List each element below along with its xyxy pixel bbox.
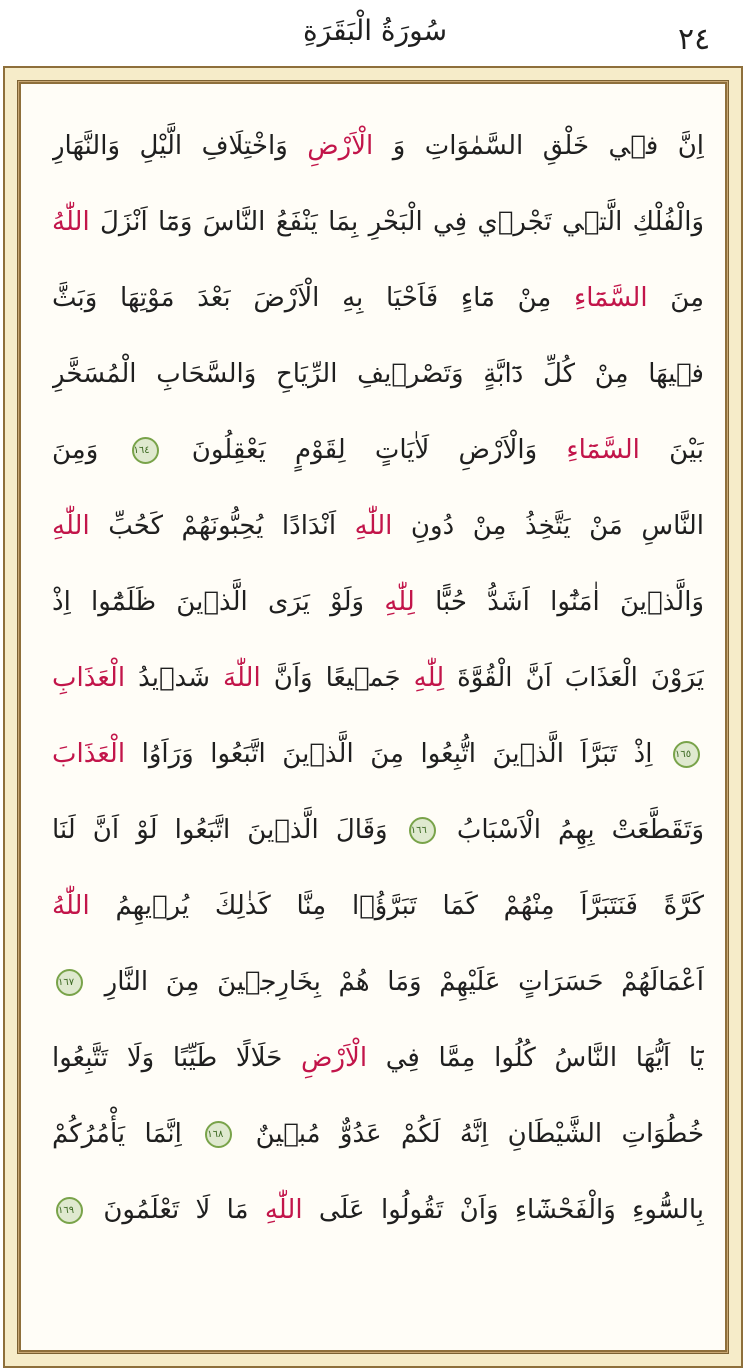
text-line-10	[52, 792, 704, 868]
verse-text: وَالْاَرْضِ لَاٰيَاتٍ لِقَوْمٍ يَعْقِلُونَ	[191, 435, 538, 465]
verse-text: وَالَّذٖينَ اٰمَنُٓوا اَشَدُّ حُبًّا	[435, 587, 704, 617]
verse-text: اَعْمَالَهُمْ حَسَرَاتٍ عَلَيْهِمْ وَمَا هُمْ بِخَارِجٖينَ مِنَ النَّارِ	[104, 967, 704, 997]
highlighted-word: الْاَرْضِ	[301, 1043, 368, 1073]
verse-text: يَرَوْنَ الْعَذَابَ اَنَّ الْقُوَّةَ	[457, 663, 704, 693]
divine-name: اللّٰهِ	[52, 511, 90, 541]
verse-text: وَمِنَ	[52, 435, 99, 465]
quran-text-block	[52, 108, 704, 1342]
highlighted-word: الْعَذَابَ	[52, 739, 126, 769]
highlighted-word: الْاَرْضِ	[307, 131, 374, 161]
verse-text: يَٓا اَيُّهَا النَّاسُ كُلُوا مِمَّا فِي	[385, 1043, 704, 1073]
verse-text: كَرَّةً فَنَتَبَرَّاَ مِنْهُمْ كَمَا تَبَرَّؤُ۫ا مِنَّا كَذٰلِكَ يُرٖيهِمُ	[115, 891, 704, 921]
ayah-number-marker: ١٦٨	[205, 1121, 232, 1148]
text-line-11	[52, 868, 704, 944]
text-line-9	[52, 716, 704, 792]
text-line-12	[52, 944, 704, 1020]
verse-text: جَمٖيعًا وَاَنَّ	[273, 663, 401, 693]
ayah-number-marker: ١٦٦	[409, 817, 436, 844]
verse-text: بِالسُّٓوءِ وَالْفَحْشَٓاءِ وَاَنْ تَقُولُوا عَلَى	[318, 1195, 704, 1225]
divine-name: اللّٰهِ	[264, 1195, 303, 1225]
verse-text: مِنْ مَٓاءٍ فَاَحْيَا بِهِ الْاَرْضَ بَعْدَ مَوْتِهَا وَبَثَّ	[52, 283, 552, 313]
text-line-2	[52, 184, 704, 260]
verse-text: حَلَالًا طَيِّبًا وَلَا تَتَّبِعُوا	[52, 1043, 283, 1073]
text-line-1	[52, 108, 704, 184]
verse-text: بَيْنَ	[669, 435, 704, 465]
verse-text: خُطُوَاتِ الشَّيْطَانِ اِنَّهُ لَكُمْ عَدُوٌّ مُبٖينٌ	[255, 1119, 704, 1149]
verse-text: اِنَّ فٖي خَلْقِ السَّمٰوَاتِ وَ	[392, 131, 704, 161]
verse-text: وَتَقَطَّعَتْ بِهِمُ الْاَسْبَابُ	[456, 815, 704, 845]
text-line-13	[52, 1020, 704, 1096]
verse-text: اِنَّمَا يَأْمُرُكُمْ	[52, 1119, 182, 1149]
page-number: ٢٤	[678, 22, 711, 57]
ayah-number-marker: ١٦٤	[132, 437, 159, 464]
verse-text: اَنْدَادًا يُحِبُّونَهُمْ كَحُبِّ	[108, 511, 337, 541]
text-line-14	[52, 1096, 704, 1172]
verse-text: مَا لَا تَعْلَمُونَ	[103, 1195, 249, 1225]
text-line-7	[52, 564, 704, 640]
surah-title: سُورَةُ الْبَقَرَةِ	[302, 14, 448, 47]
ayah-number-marker: ١٦٥	[673, 741, 700, 768]
verse-text: وَاخْتِلَافِ الَّيْلِ وَالنَّهَارِ	[52, 131, 288, 161]
text-line-3	[52, 260, 704, 336]
verse-text: وَالْفُلْكِ الَّتٖي تَجْرٖي فِي الْبَحْرِ بِمَا يَنْفَعُ النَّاسَ وَمَٓا اَنْزَلَ	[100, 207, 704, 237]
divine-name: لِلّٰهِ	[384, 587, 415, 617]
verse-text: النَّاسِ مَنْ يَتَّخِذُ مِنْ دُونِ	[410, 511, 704, 541]
verse-text: مِنَ	[670, 283, 704, 313]
text-line-15	[52, 1172, 704, 1248]
divine-name: لِلّٰهِ	[413, 663, 445, 693]
text-line-4	[52, 336, 704, 412]
highlighted-word: السَّمَٓاءِ	[566, 435, 640, 465]
text-line-6	[52, 488, 704, 564]
verse-text: فٖيهَا مِنْ كُلِّ دَٓابَّةٍ وَتَصْرٖيفِ الرِّيَاحِ وَالسَّحَابِ الْمُسَخَّرِ	[52, 359, 704, 389]
text-line-8	[52, 640, 704, 716]
highlighted-word: السَّمَٓاءِ	[574, 283, 648, 313]
divine-name: اللّٰهِ	[354, 511, 393, 541]
verse-text: وَلَوْ يَرَى الَّذٖينَ ظَلَمُٓوا اِذْ	[52, 587, 365, 617]
text-line-5	[52, 412, 704, 488]
page-header	[0, 0, 750, 62]
divine-name: اللّٰهُ	[52, 891, 90, 921]
verse-text: وَقَالَ الَّذٖينَ اتَّبَعُوا لَوْ اَنَّ لَنَا	[52, 815, 388, 845]
verse-text: شَدٖيدُ	[138, 663, 210, 693]
ayah-number-marker: ١٦٧	[56, 969, 83, 996]
ayah-number-marker: ١٦٩	[56, 1197, 83, 1224]
verse-text: اِذْ تَبَرَّاَ الَّذٖينَ اتُّبِعُوا مِنَ الَّذٖينَ اتَّبَعُوا وَرَاَوُا	[141, 739, 653, 769]
highlighted-word: الْعَذَابِ	[52, 663, 126, 693]
divine-name: اللّٰهُ	[52, 207, 90, 237]
divine-name: اللّٰهَ	[223, 663, 261, 693]
